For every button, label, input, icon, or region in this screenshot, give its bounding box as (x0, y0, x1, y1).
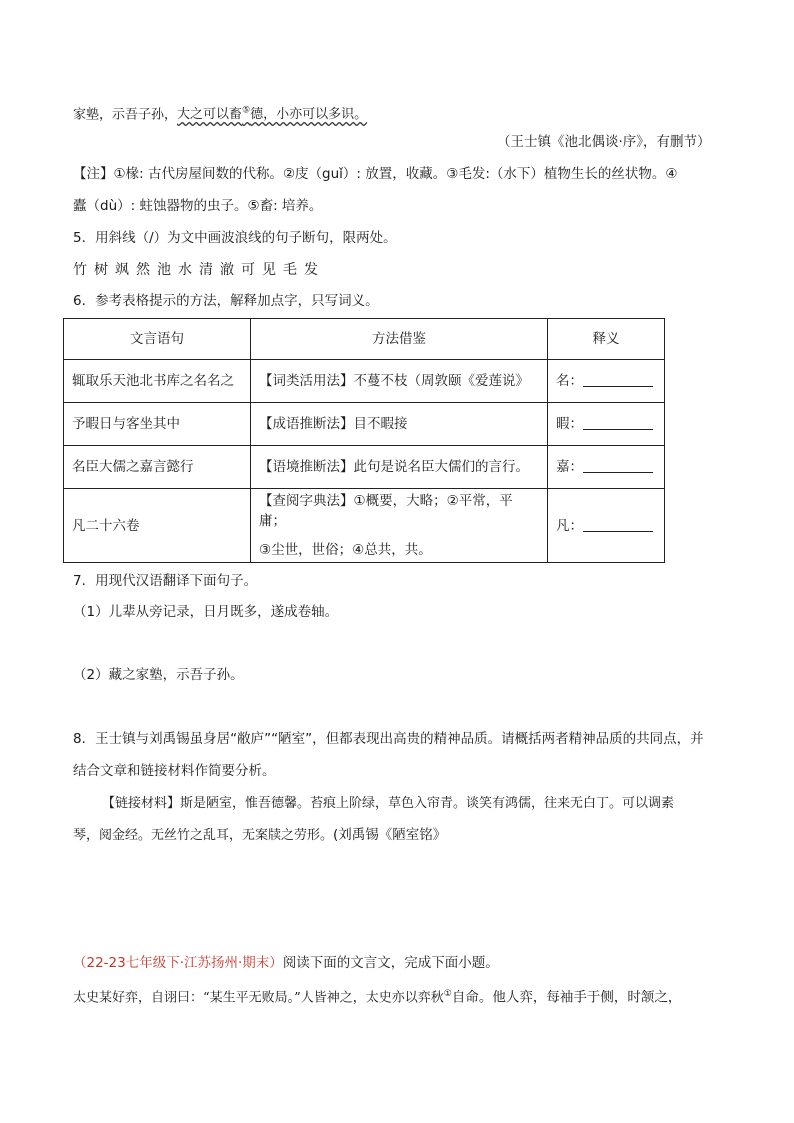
table-cell-method: 【语境推断法】此句是说名臣大儒们的言行。 (251, 446, 548, 489)
answer-blank[interactable] (583, 458, 653, 473)
table-header-method: 方法借鉴 (251, 319, 548, 360)
table-row (64, 403, 665, 446)
answer-blank[interactable] (583, 517, 653, 532)
table-cell-sentence: 凡二十六卷 (64, 489, 251, 563)
table-row (64, 446, 665, 489)
table-cell-sentence: 辄取乐天池北书库之名名之 (64, 360, 251, 403)
question-7-prompt: 7．用现代汉语翻译下面句子。 (73, 573, 258, 589)
table-header-row (64, 319, 665, 360)
answer-blank[interactable] (583, 372, 653, 387)
link-material-line-1: 【链接材料】斯是陋室，惟吾德馨。苔痕上阶绿，草色入帘青。谈笑有鸿儒，往来无白丁。可以调素 (102, 796, 675, 811)
table-cell-sentence: 予暇日与客坐其中 (64, 403, 251, 446)
question-6-prompt: 6．参考表格提示的方法，解释加点字，只写词义。 (73, 293, 379, 309)
question-5-prompt: 5．用斜线（/）为文中画波浪线的句子断句，限两处。 (73, 230, 397, 246)
passage-tail-part2: 大之可以畜⑤德，小亦可以多识。 (177, 106, 368, 123)
table-header-meaning: 释义 (548, 319, 665, 360)
next-section-header (73, 953, 499, 973)
table-cell-method: 【词类活用法】不蔓不枝（周敦颐《爱莲说》 (251, 360, 548, 403)
table-cell-answer: 暇： (548, 403, 665, 446)
table-cell-answer: 凡： (548, 489, 665, 563)
question-7-item-1: （1）儿辈从旁记录，日月既多，遂成卷轴。 (73, 604, 339, 620)
question-7-item-2: （2）藏之家塾，示吾子孙。 (73, 667, 244, 683)
table-cell-method: 【查阅字典法】①概要，大略；②平常，平庸； ③尘世，世俗；④总共，共。 (251, 489, 548, 563)
table-row (64, 360, 665, 403)
table-row (64, 489, 665, 563)
table-cell-answer: 嘉： (548, 446, 665, 489)
table-header-sentence: 文言语句 (64, 319, 251, 360)
source-citation: （王士镇《池北偶谈·序》，有删节） (497, 134, 711, 150)
question-8-prompt-line-2: 结合文章和链接材料作简要分析。 (73, 763, 276, 779)
instruction: 阅读下面的文言文，完成下面小题。 (282, 955, 499, 971)
method-table (63, 318, 665, 563)
passage-tail (73, 101, 367, 125)
next-section-text: 太史某好弈，自诩曰：“某生平无败局。”人皆神之，太史亦以弈秋①自命。他人弈，每袖手于侧，时颔之， (73, 989, 682, 1006)
table-cell-method: 【成语推断法】目不暇接 (251, 403, 548, 446)
passage-tail-part1: 家塾，示吾子孙， (73, 107, 178, 123)
question-8-prompt-line-1: 8．王士镇与刘禹锡虽身居“敝庐”“陋室”，但都表现出高贵的精神品质。请概括两者精神品质的共同点，并 (73, 731, 704, 747)
answer-blank[interactable] (583, 415, 653, 430)
table-cell-answer: 名： (548, 360, 665, 403)
question-5-sentence: 竹树飒然池水清澈可见毛发 (73, 262, 325, 278)
link-material-line-2: 琴，阅金经。无丝竹之乱耳，无案牍之劳形。(刘禹锡《陋室铭》 (73, 827, 447, 843)
source-tag: （22-23七年级下·江苏扬州·期末） (73, 955, 283, 971)
notes-line-1: 【注】①椽: 古代房屋间数的代称。②庋（guǐ）: 放置，收藏。③毛发:（水下）植物生长的丝状物。④ (73, 166, 678, 182)
table-cell-sentence: 名臣大儒之嘉言懿行 (64, 446, 251, 489)
notes-line-2: 蠹（dù）: 蛀蚀器物的虫子。⑤畜: 培养。 (73, 198, 323, 214)
